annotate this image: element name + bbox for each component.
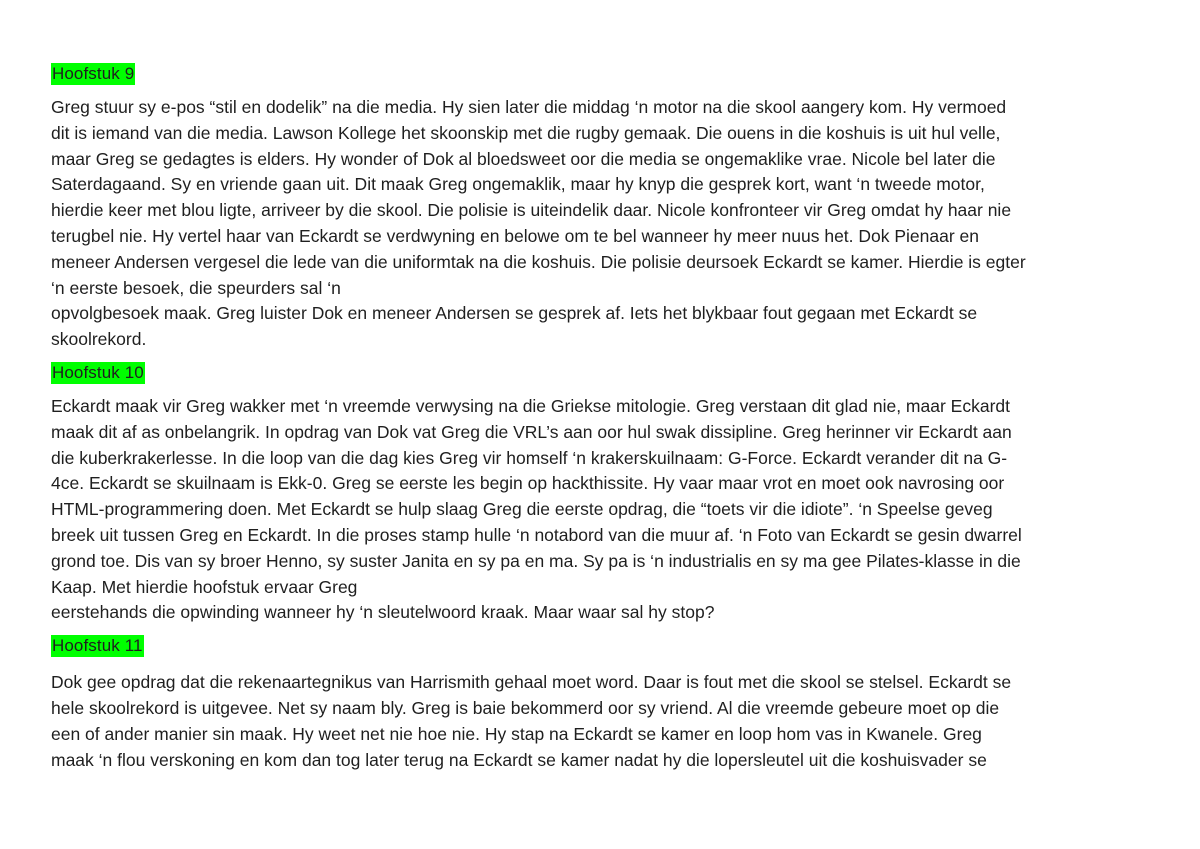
text-line: ‘n eerste besoek, die speurders sal ‘n (51, 277, 341, 298)
chapter-9-heading-block (51, 62, 1156, 88)
text-line: maar Greg se gedagtes is elders. Hy wonder of Dok al bloedsweet oor die media se ongemaklike vrae. Nicole bel later die (51, 148, 996, 169)
text-line: Eckardt maak vir Greg wakker met ‘n vreemde verwysing na die Griekse mitologie. Greg verstaan dit glad nie, maar Eckardt (51, 395, 1010, 416)
chapter-10-heading: Hoofstuk 10 (52, 362, 144, 382)
text-line: HTML-programmering doen. Met Eckardt se hulp slaag Greg die eerste opdrag, die “toets vir die idiote”. ‘n Speelse geveg (51, 499, 993, 520)
text-line: meneer Andersen vergesel die lede van die uniformtak na die koshuis. Die polisie deursoek Eckardt se kamer. Hierdie is egter (51, 251, 1026, 272)
text-line: grond toe. Dis van sy broer Henno, sy suster Janita en sy pa en ma. Sy pa is ‘n industrialis en sy ma gee Pilates-klasse in die (51, 550, 1021, 571)
chapter-10-paragraph (51, 394, 1156, 626)
text-line: Dok gee opdrag dat die rekenaartegnikus van Harrismith gehaal moet word. Daar is fout met die skool se stelsel. Eckardt se (51, 672, 1012, 693)
text-line: Greg stuur sy e-pos “stil en dodelik” na die media. Hy sien later die middag ‘n motor na die skool aangery kom. Hy vermoed (51, 97, 1007, 117)
text-line: die kuberkrakerlesse. In die loop van die dag kies Greg vir homself ‘n krakerskuilnaam: G-Force. Eckardt verander dit na G- (51, 447, 1008, 468)
text-line: Saterdagaand. Sy en vriende gaan uit. Dit maak Greg ongemaklik, maar hy knyp die gesprek kort, want ‘n tweede motor, (51, 174, 985, 195)
document-page (51, 62, 1156, 773)
chapter-9-heading: Hoofstuk 9 (52, 64, 135, 83)
text-line: opvolgbesoek maak. Greg luister Dok en meneer Andersen se gesprek af. Iets het blykbaar fout gegaan met Eckardt se (51, 303, 978, 324)
text-line: een of ander manier sin maak. Hy weet net nie hoe nie. Hy stap na Eckardt se kamer en loop hom vas in Kwanele. Greg (51, 723, 982, 744)
chapter-10-heading-block (51, 361, 1156, 387)
text-line: eerstehands die opwinding wanneer hy ‘n sleutelwoord kraak. Maar waar sal hy stop? (51, 602, 715, 623)
text-line: dit is iemand van die media. Lawson Kollege het skoonskip met die rugby gemaak. Die ouens in die koshuis is uit hul velle, (51, 122, 1001, 143)
text-line: breek uit tussen Greg en Eckardt. In die proses stamp hulle ‘n notabord van die muur af. ‘n Foto van Eckardt se gesin dwarrel (51, 524, 1022, 545)
chapter-11-heading-block (51, 634, 1156, 660)
text-line: skoolrekord. (51, 329, 147, 350)
text-line: maak ‘n flou verskoning en kom dan tog later terug na Eckardt se kamer nadat hy die lopersleutel uit die koshuisvader se (51, 749, 987, 770)
text-line: maak dit af as onbelangrik. In opdrag van Dok vat Greg die VRL’s aan oor hul swak dissipline. Greg herinner vir Eckardt aan (51, 421, 1012, 442)
text-line: Kaap. Met hierdie hoofstuk ervaar Greg (51, 576, 358, 597)
chapter-9-paragraph (51, 95, 1156, 353)
text-line: hierdie keer met blou ligte, arriveer by die skool. Die polisie is uiteindelik daar. Nicole konfronteer vir Greg omdat hy haar nie (51, 200, 1012, 221)
text-line: hele skoolrekord is uitgevee. Net sy naam bly. Greg is baie bekommerd oor sy vriend. Al die vreemde gebeure moet op die (51, 697, 1000, 718)
chapter-11-paragraph (51, 670, 1156, 773)
chapter-11-heading: Hoofstuk 11 (52, 636, 143, 656)
text-line: 4ce. Eckardt se skuilnaam is Ekk-0. Greg se eerste les begin op hackthissite. Hy vaar maar vrot en moet ook navrosing oor (51, 473, 1005, 494)
text-line: terugbel nie. Hy vertel haar van Eckardt se verdwyning en belowe om te bel wanneer hy meer nuus het. Dok Pienaar en (51, 225, 980, 246)
